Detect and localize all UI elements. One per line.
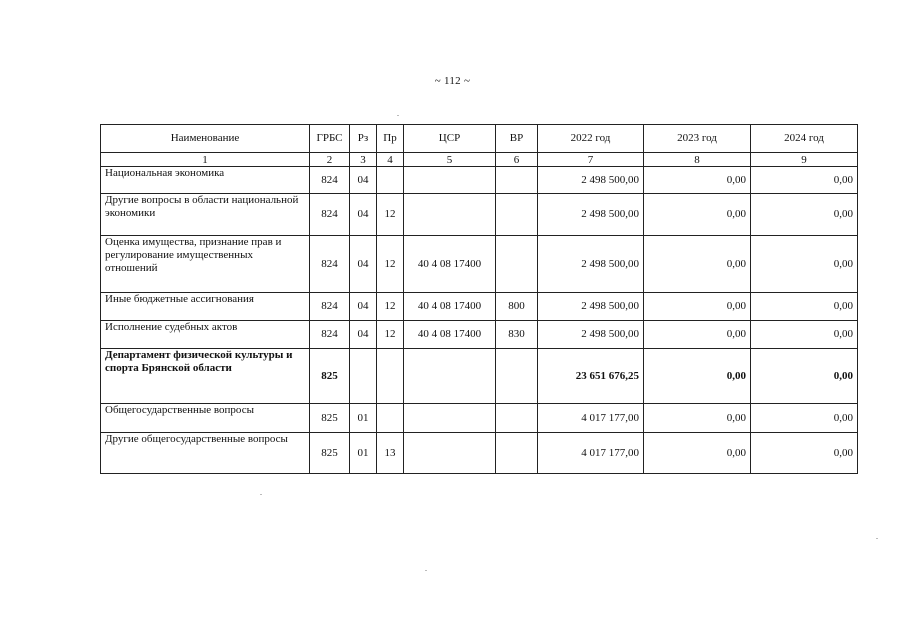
row-2022: 4 017 177,00 <box>538 404 644 433</box>
row-rz <box>350 349 377 404</box>
row-2023: 0,00 <box>644 167 751 194</box>
row-2023: 0,00 <box>644 236 751 293</box>
row-vr: 830 <box>496 321 538 349</box>
row-name: Иные бюджетные ассигнования <box>101 293 310 321</box>
row-grbs: 824 <box>310 321 350 349</box>
row-grbs: 824 <box>310 194 350 236</box>
header-row <box>101 125 858 153</box>
row-2023: 0,00 <box>644 321 751 349</box>
row-grbs: 824 <box>310 293 350 321</box>
row-vr: 800 <box>496 293 538 321</box>
row-vr <box>496 236 538 293</box>
row-2024: 0,00 <box>751 194 858 236</box>
column-number-row <box>101 153 858 167</box>
row-2022: 2 498 500,00 <box>538 236 644 293</box>
row-rz: 04 <box>350 194 377 236</box>
row-2024: 0,00 <box>751 349 858 404</box>
row-name: Департамент физической культуры и спорта Брянской области <box>101 349 310 404</box>
row-rz: 01 <box>350 404 377 433</box>
row-csr: 40 4 08 17400 <box>404 236 496 293</box>
row-2022: 2 498 500,00 <box>538 194 644 236</box>
row-pr: 13 <box>377 433 404 474</box>
row-csr: 40 4 08 17400 <box>404 293 496 321</box>
row-csr: 40 4 08 17400 <box>404 321 496 349</box>
column-number: 9 <box>751 153 858 167</box>
column-number: 7 <box>538 153 644 167</box>
table-row <box>101 167 858 194</box>
row-name: Исполнение судебных актов <box>101 321 310 349</box>
row-pr: 12 <box>377 194 404 236</box>
header-2024: 2024 год <box>751 125 858 153</box>
row-rz: 01 <box>350 433 377 474</box>
row-vr <box>496 167 538 194</box>
row-2023: 0,00 <box>644 194 751 236</box>
page-number: ~ 112 ~ <box>434 75 471 87</box>
scan-speck <box>425 570 427 571</box>
scan-speck <box>876 538 878 539</box>
table-row <box>101 404 858 433</box>
row-2022: 4 017 177,00 <box>538 433 644 474</box>
column-number: 4 <box>377 153 404 167</box>
header-csr: ЦСР <box>404 125 496 153</box>
row-csr <box>404 404 496 433</box>
header-2023: 2023 год <box>644 125 751 153</box>
table-row <box>101 236 858 293</box>
column-number: 8 <box>644 153 751 167</box>
row-vr <box>496 404 538 433</box>
header-name: Наименование <box>101 125 310 153</box>
row-2022: 2 498 500,00 <box>538 167 644 194</box>
row-name: Другие вопросы в области национальной экономики <box>101 194 310 236</box>
row-2023: 0,00 <box>644 433 751 474</box>
row-rz: 04 <box>350 167 377 194</box>
table-row <box>101 293 858 321</box>
row-grbs: 825 <box>310 404 350 433</box>
row-vr <box>496 433 538 474</box>
row-2023: 0,00 <box>644 349 751 404</box>
row-pr <box>377 349 404 404</box>
row-2024: 0,00 <box>751 293 858 321</box>
scan-speck <box>260 494 262 495</box>
row-vr <box>496 194 538 236</box>
table-row <box>101 433 858 474</box>
row-grbs: 824 <box>310 236 350 293</box>
row-pr: 12 <box>377 321 404 349</box>
row-csr <box>404 349 496 404</box>
row-2024: 0,00 <box>751 404 858 433</box>
row-name: Общегосударственные вопросы <box>101 404 310 433</box>
row-csr <box>404 194 496 236</box>
row-2022: 2 498 500,00 <box>538 293 644 321</box>
row-2022: 2 498 500,00 <box>538 321 644 349</box>
row-grbs: 824 <box>310 167 350 194</box>
row-2022: 23 651 676,25 <box>538 349 644 404</box>
row-csr <box>404 167 496 194</box>
row-grbs: 825 <box>310 433 350 474</box>
row-2024: 0,00 <box>751 321 858 349</box>
header-vr: ВР <box>496 125 538 153</box>
column-number: 3 <box>350 153 377 167</box>
row-2024: 0,00 <box>751 236 858 293</box>
table-row <box>101 194 858 236</box>
row-name: Оценка имущества, признание прав и регулирование имущественных отношений <box>101 236 310 293</box>
table-row <box>101 321 858 349</box>
column-number: 6 <box>496 153 538 167</box>
column-number: 2 <box>310 153 350 167</box>
row-pr: 12 <box>377 236 404 293</box>
row-rz: 04 <box>350 321 377 349</box>
row-2023: 0,00 <box>644 404 751 433</box>
row-name: Национальная экономика <box>101 167 310 194</box>
row-grbs: 825 <box>310 349 350 404</box>
column-number: 1 <box>101 153 310 167</box>
header-rz: Рз <box>350 125 377 153</box>
row-2024: 0,00 <box>751 433 858 474</box>
column-number: 5 <box>404 153 496 167</box>
header-pr: Пр <box>377 125 404 153</box>
row-pr: 12 <box>377 293 404 321</box>
scan-speck <box>397 115 399 116</box>
row-pr <box>377 404 404 433</box>
row-rz: 04 <box>350 236 377 293</box>
row-pr <box>377 167 404 194</box>
header-2022: 2022 год <box>538 125 644 153</box>
row-vr <box>496 349 538 404</box>
row-2023: 0,00 <box>644 293 751 321</box>
row-rz: 04 <box>350 293 377 321</box>
row-csr <box>404 433 496 474</box>
row-2024: 0,00 <box>751 167 858 194</box>
budget-table <box>100 124 858 474</box>
table-row <box>101 349 858 404</box>
row-name: Другие общегосударственные вопросы <box>101 433 310 474</box>
header-grbs: ГРБС <box>310 125 350 153</box>
